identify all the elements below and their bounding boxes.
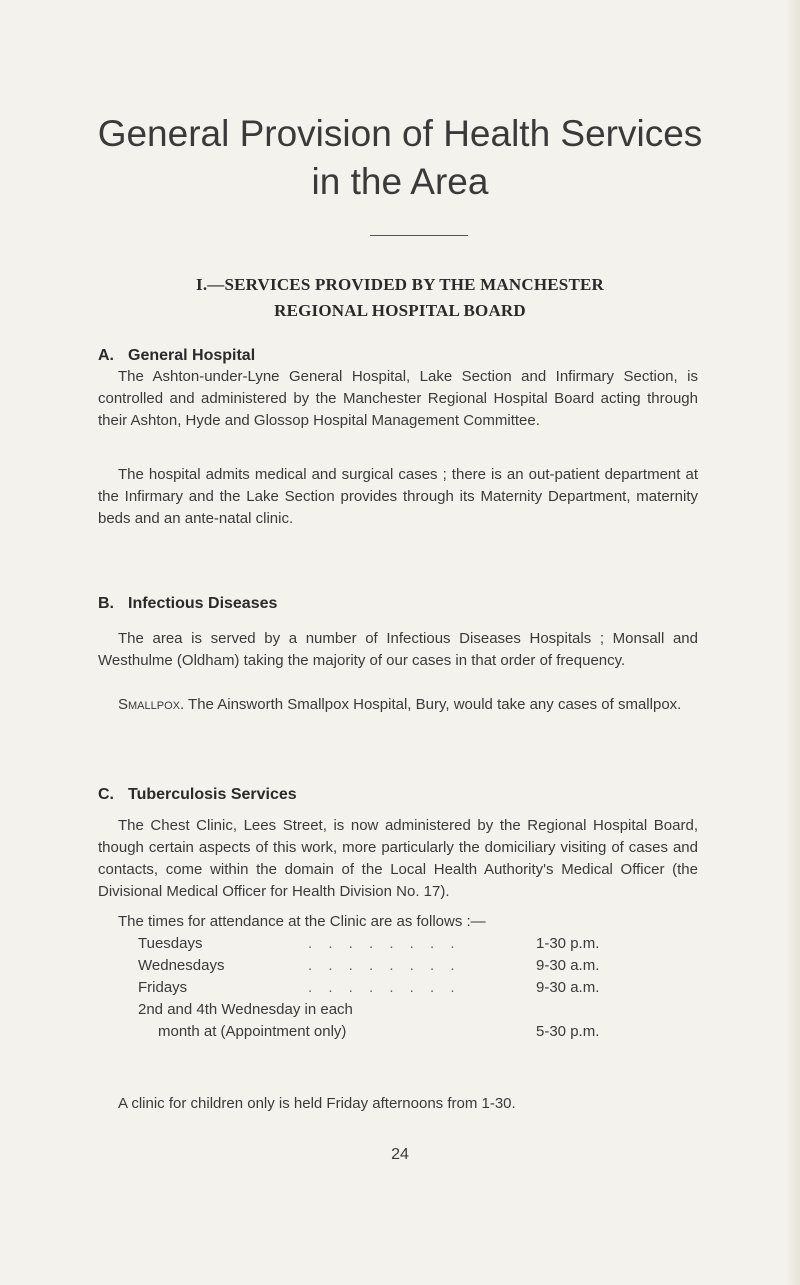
subheading-text: Tuberculosis Services [128, 786, 297, 803]
leader-dots: . . . . . . . . [308, 935, 461, 952]
subheading-letter: B. [98, 595, 114, 612]
clinic-special-day-line-2: month at (Appointment only) [158, 1023, 347, 1040]
subheading-general-hospital [98, 345, 255, 367]
subheading-tuberculosis-services [98, 784, 297, 806]
subheading-infectious-diseases [98, 593, 277, 615]
clinic-times-row [138, 955, 658, 977]
clinic-special-day-line-1: 2nd and 4th Wednesday in each [138, 1001, 353, 1018]
subheading-text: Infectious Diseases [128, 595, 278, 612]
clinic-times-row [138, 977, 658, 999]
paragraph-general-hospital-2: The hospital admits medical and surgical cases ; there is an out-patient department at the Infirmary and the Lake Section provides through its Maternity Department, maternity beds and an ante-natal clinic. [98, 466, 698, 527]
section-heading-line-2: REGIONAL HOSPITAL BOARD [274, 301, 526, 320]
clinic-day: Tuesdays [138, 935, 203, 952]
leader-dots: . . . . . . . . [308, 979, 461, 996]
smallpox-text: The Ainsworth Smallpox Hospital, Bury, would take any cases of smallpox. [188, 696, 682, 713]
paragraph-general-hospital-1: The Ashton-under-Lyne General Hospital, Lake Section and Infirmary Section, is controlled and administered by the Manchester Regional Hospital Board acting through their Ashton, Hyde and Glossop Hospital Management Committee. [98, 368, 698, 429]
clinic-day: Fridays [138, 979, 188, 996]
clinic-times-row [138, 1021, 658, 1043]
subheading-letter: C. [98, 786, 114, 803]
clinic-time: 9-30 a.m. [536, 957, 600, 974]
paragraph-infectious-diseases-1: The area is served by a number of Infectious Diseases Hospitals ; Monsall and Westhulme (Oldham) taking the majority of our cases in that order of frequency. [98, 630, 698, 669]
paragraph-children-clinic: A clinic for children only is held Friday afternoons from 1-30. [118, 1095, 516, 1112]
leader-dots: . . . . . . . . [308, 957, 461, 974]
smallpox-label: Smallpox. [118, 696, 185, 713]
page-title-line-1: General Provision of Health Services [97, 113, 703, 154]
page-number: 24 [391, 1146, 409, 1163]
title-divider [370, 235, 468, 236]
page-title-line-2: in the Area [311, 161, 489, 202]
subheading-text: General Hospital [128, 347, 256, 364]
section-heading-line-1: I.—SERVICES PROVIDED BY THE MANCHESTER [196, 275, 604, 294]
paragraph-tuberculosis: The Chest Clinic, Lees Street, is now administered by the Regional Hospital Board, though certain aspects of this work, more particularly the domiciliary visiting of cases and contacts, come within the domain of the Local Health Authority's Medical Officer (the Divisional Medical Officer for Health Division No. 17). [98, 817, 698, 900]
clinic-times-table [138, 933, 658, 1043]
clinic-time: 1-30 p.m. [536, 935, 600, 952]
paragraph-smallpox [98, 694, 698, 716]
clinic-times-row [138, 933, 658, 955]
clinic-day: Wednesdays [138, 957, 225, 974]
clinic-time: 9-30 a.m. [536, 979, 600, 996]
subheading-letter: A. [98, 347, 114, 364]
clinic-times-row [138, 999, 658, 1021]
paragraph-times-intro: The times for attendance at the Clinic are as follows :— [118, 913, 486, 930]
clinic-time: 5-30 p.m. [536, 1023, 600, 1040]
